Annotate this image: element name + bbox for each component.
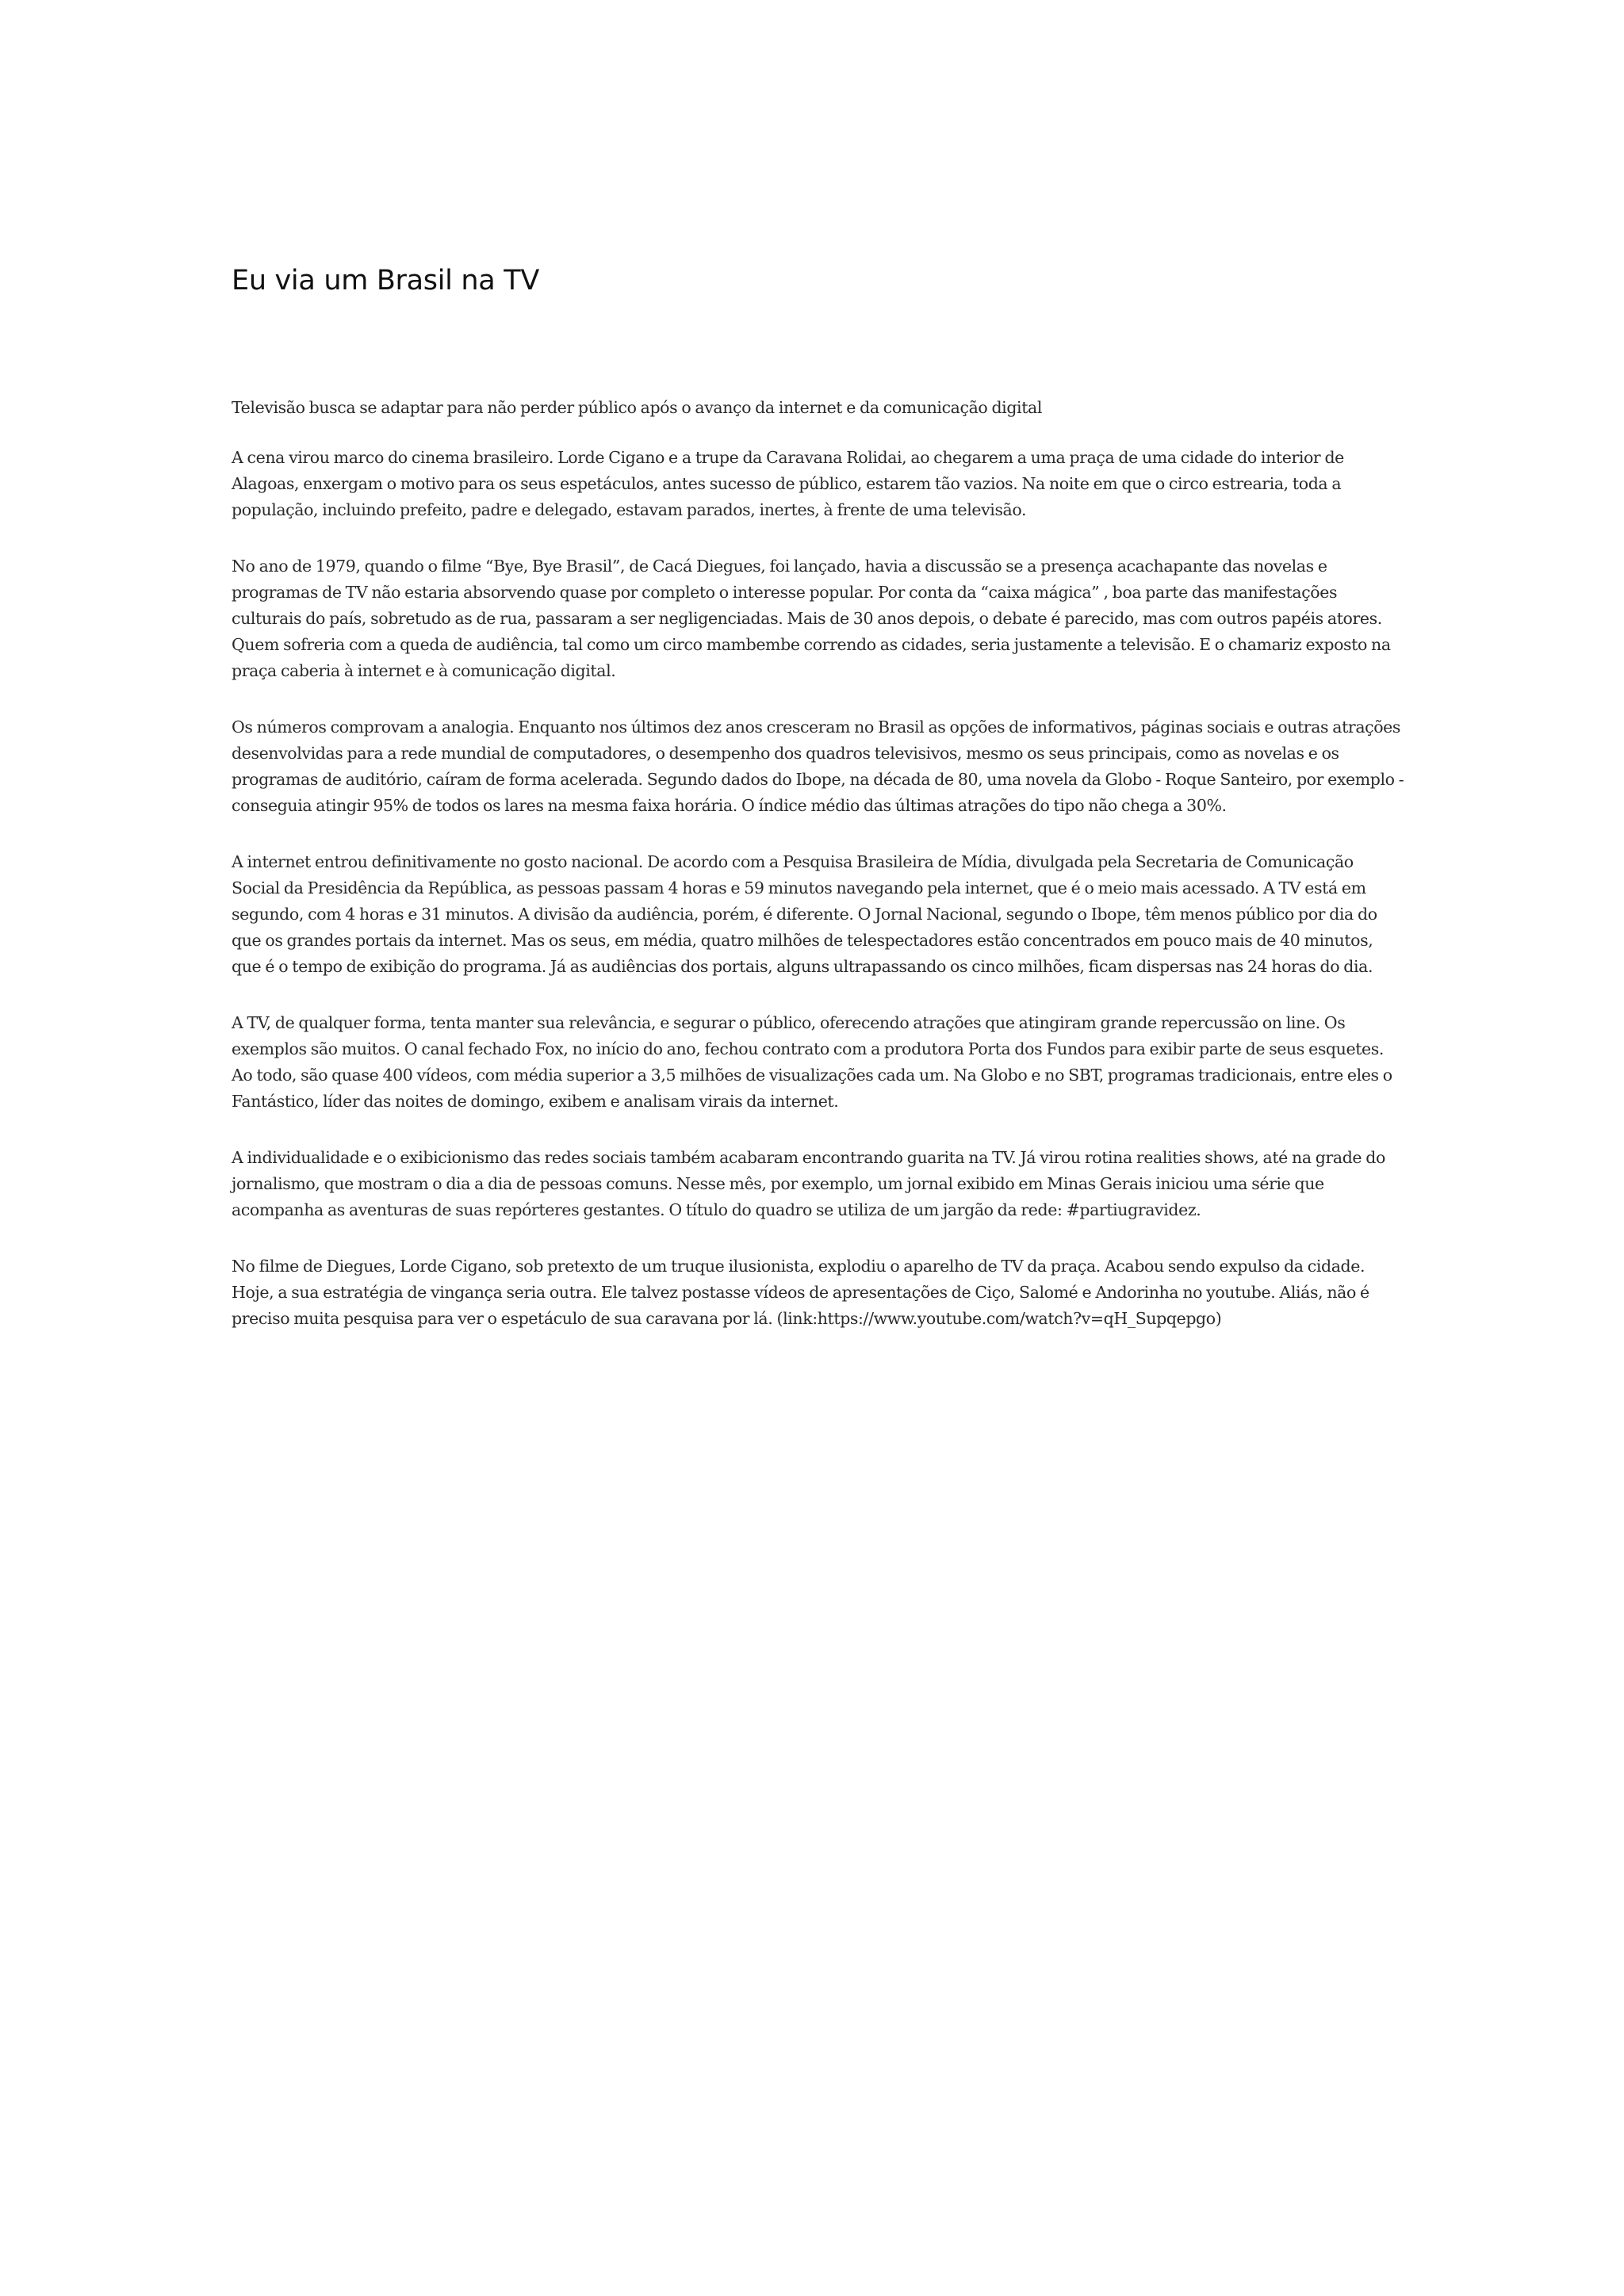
- article-body: [232, 262, 1405, 1332]
- article-paragraph: A internet entrou definitivamente no gosto nacional. De acordo com a Pesquisa Brasileira de Mídia, divulgada pela Secretaria de Comunicação Social da Presidência da República, as pessoas passam 4 horas e 59 minutos navegando pela internet, que é o meio mais acessado. A TV está em segundo, com 4 horas e 31 minutos. A divisão da audiência, porém, é diferente. O Jornal Nacional, segundo o Ibope, têm menos público por dia do que os grandes portais da internet. Mas os seus, em média, quatro milhões de telespectadores estão concentrados em pouco mais de 40 minutos, que é o tempo de exibição do programa. Já as audiências dos portais, alguns ultrapassando os cinco milhões, ficam dispersas nas 24 horas do dia.: [232, 852, 1377, 976]
- article-subtitle: Televisão busca se adaptar para não perder público após o avanço da internet e da comunicação digital: [232, 398, 1043, 417]
- article-paragraph: No filme de Diegues, Lorde Cigano, sob pretexto de um truque ilusionista, explodiu o aparelho de TV da praça. Acabou sendo expulso da cidade. Hoje, a sua estratégia de vingança seria outra. Ele talvez postasse vídeos de apresentações de Ciço, Salomé e Andorinha no youtube. Aliás, não é preciso muita pesquisa para ver o espetáculo de sua caravana por lá. (link:https://www.youtube.com/watch?v=qH_Supqepgo): [232, 1257, 1369, 1328]
- article-paragraph: A cena virou marco do cinema brasileiro. Lorde Cigano e a trupe da Caravana Rolidai, ao chegarem a uma praça de uma cidade do interior de Alagoas, enxergam o motivo para os seus espetáculos, antes sucesso de público, estarem tão vazios. Na noite em que o circo estrearia, toda a população, incluindo prefeito, padre e delegado, estavam parados, inertes, à frente de uma televisão.: [232, 448, 1344, 519]
- article-title: Eu via um Brasil na TV: [232, 265, 539, 297]
- article-paragraph: A TV, de qualquer forma, tenta manter sua relevância, e segurar o público, oferecendo atrações que atingiram grande repercussão on line. Os exemplos são muitos. O canal fechado Fox, no início do ano, fechou contrato com a produtora Porta dos Fundos para exibir parte de seus esquetes. Ao todo, são quase 400 vídeos, com média superior a 3,5 milhões de visualizações cada um. Na Globo e no SBT, programas tradicionais, entre eles o Fantástico, líder das noites de domingo, exibem e analisam virais da internet.: [232, 1013, 1392, 1111]
- article-paragraph: A individualidade e o exibicionismo das redes sociais também acabaram encontrando guarita na TV. Já virou rotina realities shows, até na grade do jornalismo, que mostram o dia a dia de pessoas comuns. Nesse mês, por exemplo, um jornal exibido em Minas Gerais iniciou uma série que acompanha as aventuras de suas repórteres gestantes. O título do quadro se utiliza de um jargão da rede: #partiugravidez.: [232, 1148, 1385, 1219]
- article-paragraph: Os números comprovam a analogia. Enquanto nos últimos dez anos cresceram no Brasil as opções de informativos, páginas sociais e outras atrações desenvolvidas para a rede mundial de computadores, o desempenho dos quadros televisivos, mesmo os seus principais, como as novelas e os programas de auditório, caíram de forma acelerada. Segundo dados do Ibope, na década de 80, uma novela da Globo - Roque Santeiro, por exemplo - conseguia atingir 95% de todos os lares na mesma faixa horária. O índice médio das últimas atrações do tipo não chega a 30%.: [232, 718, 1404, 815]
- article-paragraph: No ano de 1979, quando o filme “Bye, Bye Brasil”, de Cacá Diegues, foi lançado, havia a discussão se a presença acachapante das novelas e programas de TV não estaria absorvendo quase por completo o interesse popular. Por conta da “caixa mágica” , boa parte das manifestações culturais do país, sobretudo as de rua, passaram a ser negligenciadas. Mais de 30 anos depois, o debate é parecido, mas com outros papéis atores. Quem sofreria com a queda de audiência, tal como um circo mambembe correndo as cidades, seria justamente a televisão. E o chamariz exposto na praça caberia à internet e à comunicação digital.: [232, 557, 1391, 680]
